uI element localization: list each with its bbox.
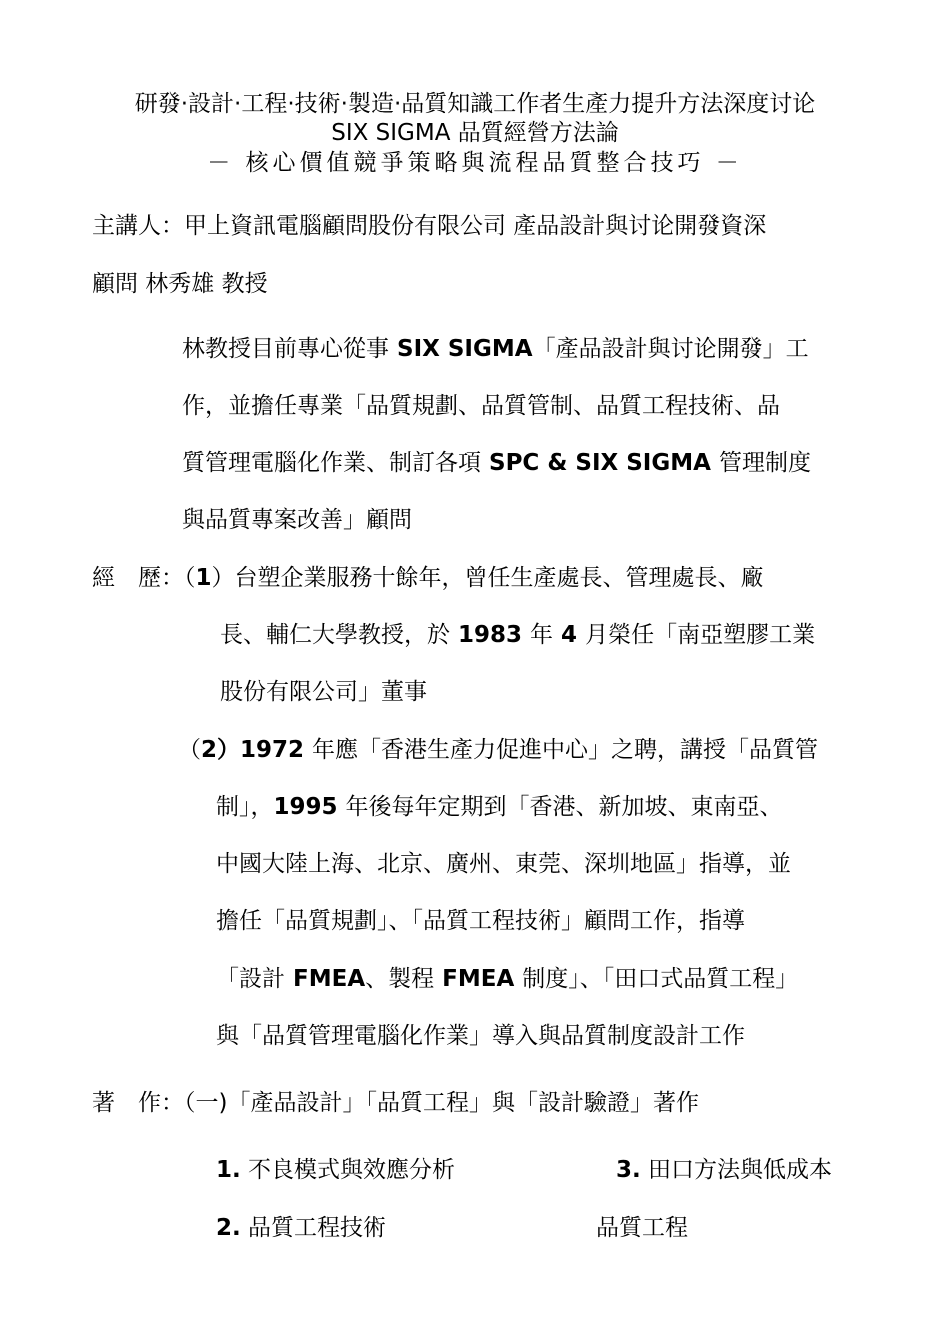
works-label: 著 作： [92, 1090, 184, 1116]
experience-text: （ [178, 737, 201, 763]
experience-bold-text: FMEA [285, 966, 366, 992]
experience-text: 年後每年定期到「香港、新加坡、東南亞、 [345, 794, 783, 820]
experience-text: 制度」、「田口式品質工程」 [522, 966, 799, 992]
bio-text: 「產品設計與讨论開發」工 [532, 336, 809, 362]
experience-month: 4 [553, 622, 586, 648]
experience-year: 1983 [450, 622, 531, 648]
experience-text: 、製程 [365, 966, 435, 992]
experience-text: 「設計 [216, 966, 285, 992]
speaker-affiliation: 甲上資訊電腦顧問股份有限公司 產品設計與讨论開發資深 [184, 213, 767, 239]
works-item-text: 田口方法與低成本 [640, 1157, 833, 1183]
works-line-1 [92, 1087, 699, 1119]
experience-text: 長、輔仁大學教授，於 [220, 622, 450, 648]
bio-line-3 [182, 447, 811, 479]
experience-line-1 [92, 562, 764, 594]
works-item-text: 品質工程技術 [240, 1215, 387, 1241]
bio-line-1 [182, 333, 809, 365]
works-item-2 [216, 1212, 386, 1244]
experience-line-2 [220, 619, 815, 651]
bio-bold-text: SPC & SIX SIGMA [481, 450, 719, 476]
bio-text: 林教授目前專心從事 [182, 336, 389, 362]
experience-text: ）台塑企業服務十餘年，曾任生產處長、管理處長、廠 [211, 565, 764, 591]
experience-line-5 [216, 791, 783, 823]
experience-text: 年 [530, 622, 554, 648]
title-line-2: SIX SIGMA 品質經營方法論 [331, 120, 619, 146]
experience-year: 1995 [273, 794, 346, 820]
speaker-line-1 [92, 210, 766, 242]
title-line-3: － 核心價值競爭策略與流程品質整合技巧 － [207, 150, 743, 176]
speaker-line-2: 顧問 林秀雄 教授 [92, 271, 268, 297]
title-line-1: 研發·設計·工程·技術·製造·品質知識工作者生產力提升方法深度讨论 [134, 91, 816, 117]
experience-line-7: 擔任「品質規劃」、「品質工程技術」顧問工作，指導 [216, 908, 745, 934]
works-item-text: 不良模式與效應分析 [240, 1157, 456, 1183]
experience-text: （ [184, 565, 196, 591]
experience-line-9: 與「品質管理電腦化作業」導入與品質制度設計工作 [216, 1023, 745, 1049]
works-item-number: 1. [216, 1157, 241, 1183]
bio-line-4: 與品質專案改善」顧問 [182, 507, 412, 533]
experience-line-4 [178, 734, 818, 766]
works-item-3-continued: 品質工程 [596, 1215, 688, 1241]
experience-bold-text: FMEA [434, 966, 523, 992]
works-item-number: 3. [616, 1157, 641, 1183]
experience-line-6: 中國大陸上海、北京、廣州、東莞、深圳地區」指導，並 [216, 851, 791, 877]
works-item-number: 2. [216, 1215, 241, 1241]
experience-text: 制」， [216, 794, 274, 820]
experience-text: 年應「香港生產力促進中心」之聘，講授「品質管 [312, 737, 819, 763]
bio-bold-text: SIX SIGMA [389, 336, 533, 362]
experience-year: 2）1972 [201, 737, 313, 763]
works-item-1 [216, 1154, 455, 1186]
works-heading: （一)「產品設計」「品質工程」與「設計驗證」著作 [184, 1090, 699, 1116]
experience-line-8 [216, 963, 798, 995]
works-item-3 [616, 1154, 832, 1186]
experience-text: 月榮任「南亞塑膠工業 [585, 622, 816, 648]
bio-text: 管理制度 [718, 450, 811, 476]
bio-line-2: 作，並擔任專業「品質規劃、品質管制、品質工程技術、品 [182, 393, 780, 419]
speaker-label: 主講人： [92, 213, 184, 239]
experience-number: 1 [195, 565, 212, 591]
experience-line-3: 股份有限公司」董事 [220, 679, 427, 705]
bio-text: 質管理電腦化作業、制訂各項 [182, 450, 481, 476]
experience-label: 經 歷： [92, 565, 184, 591]
